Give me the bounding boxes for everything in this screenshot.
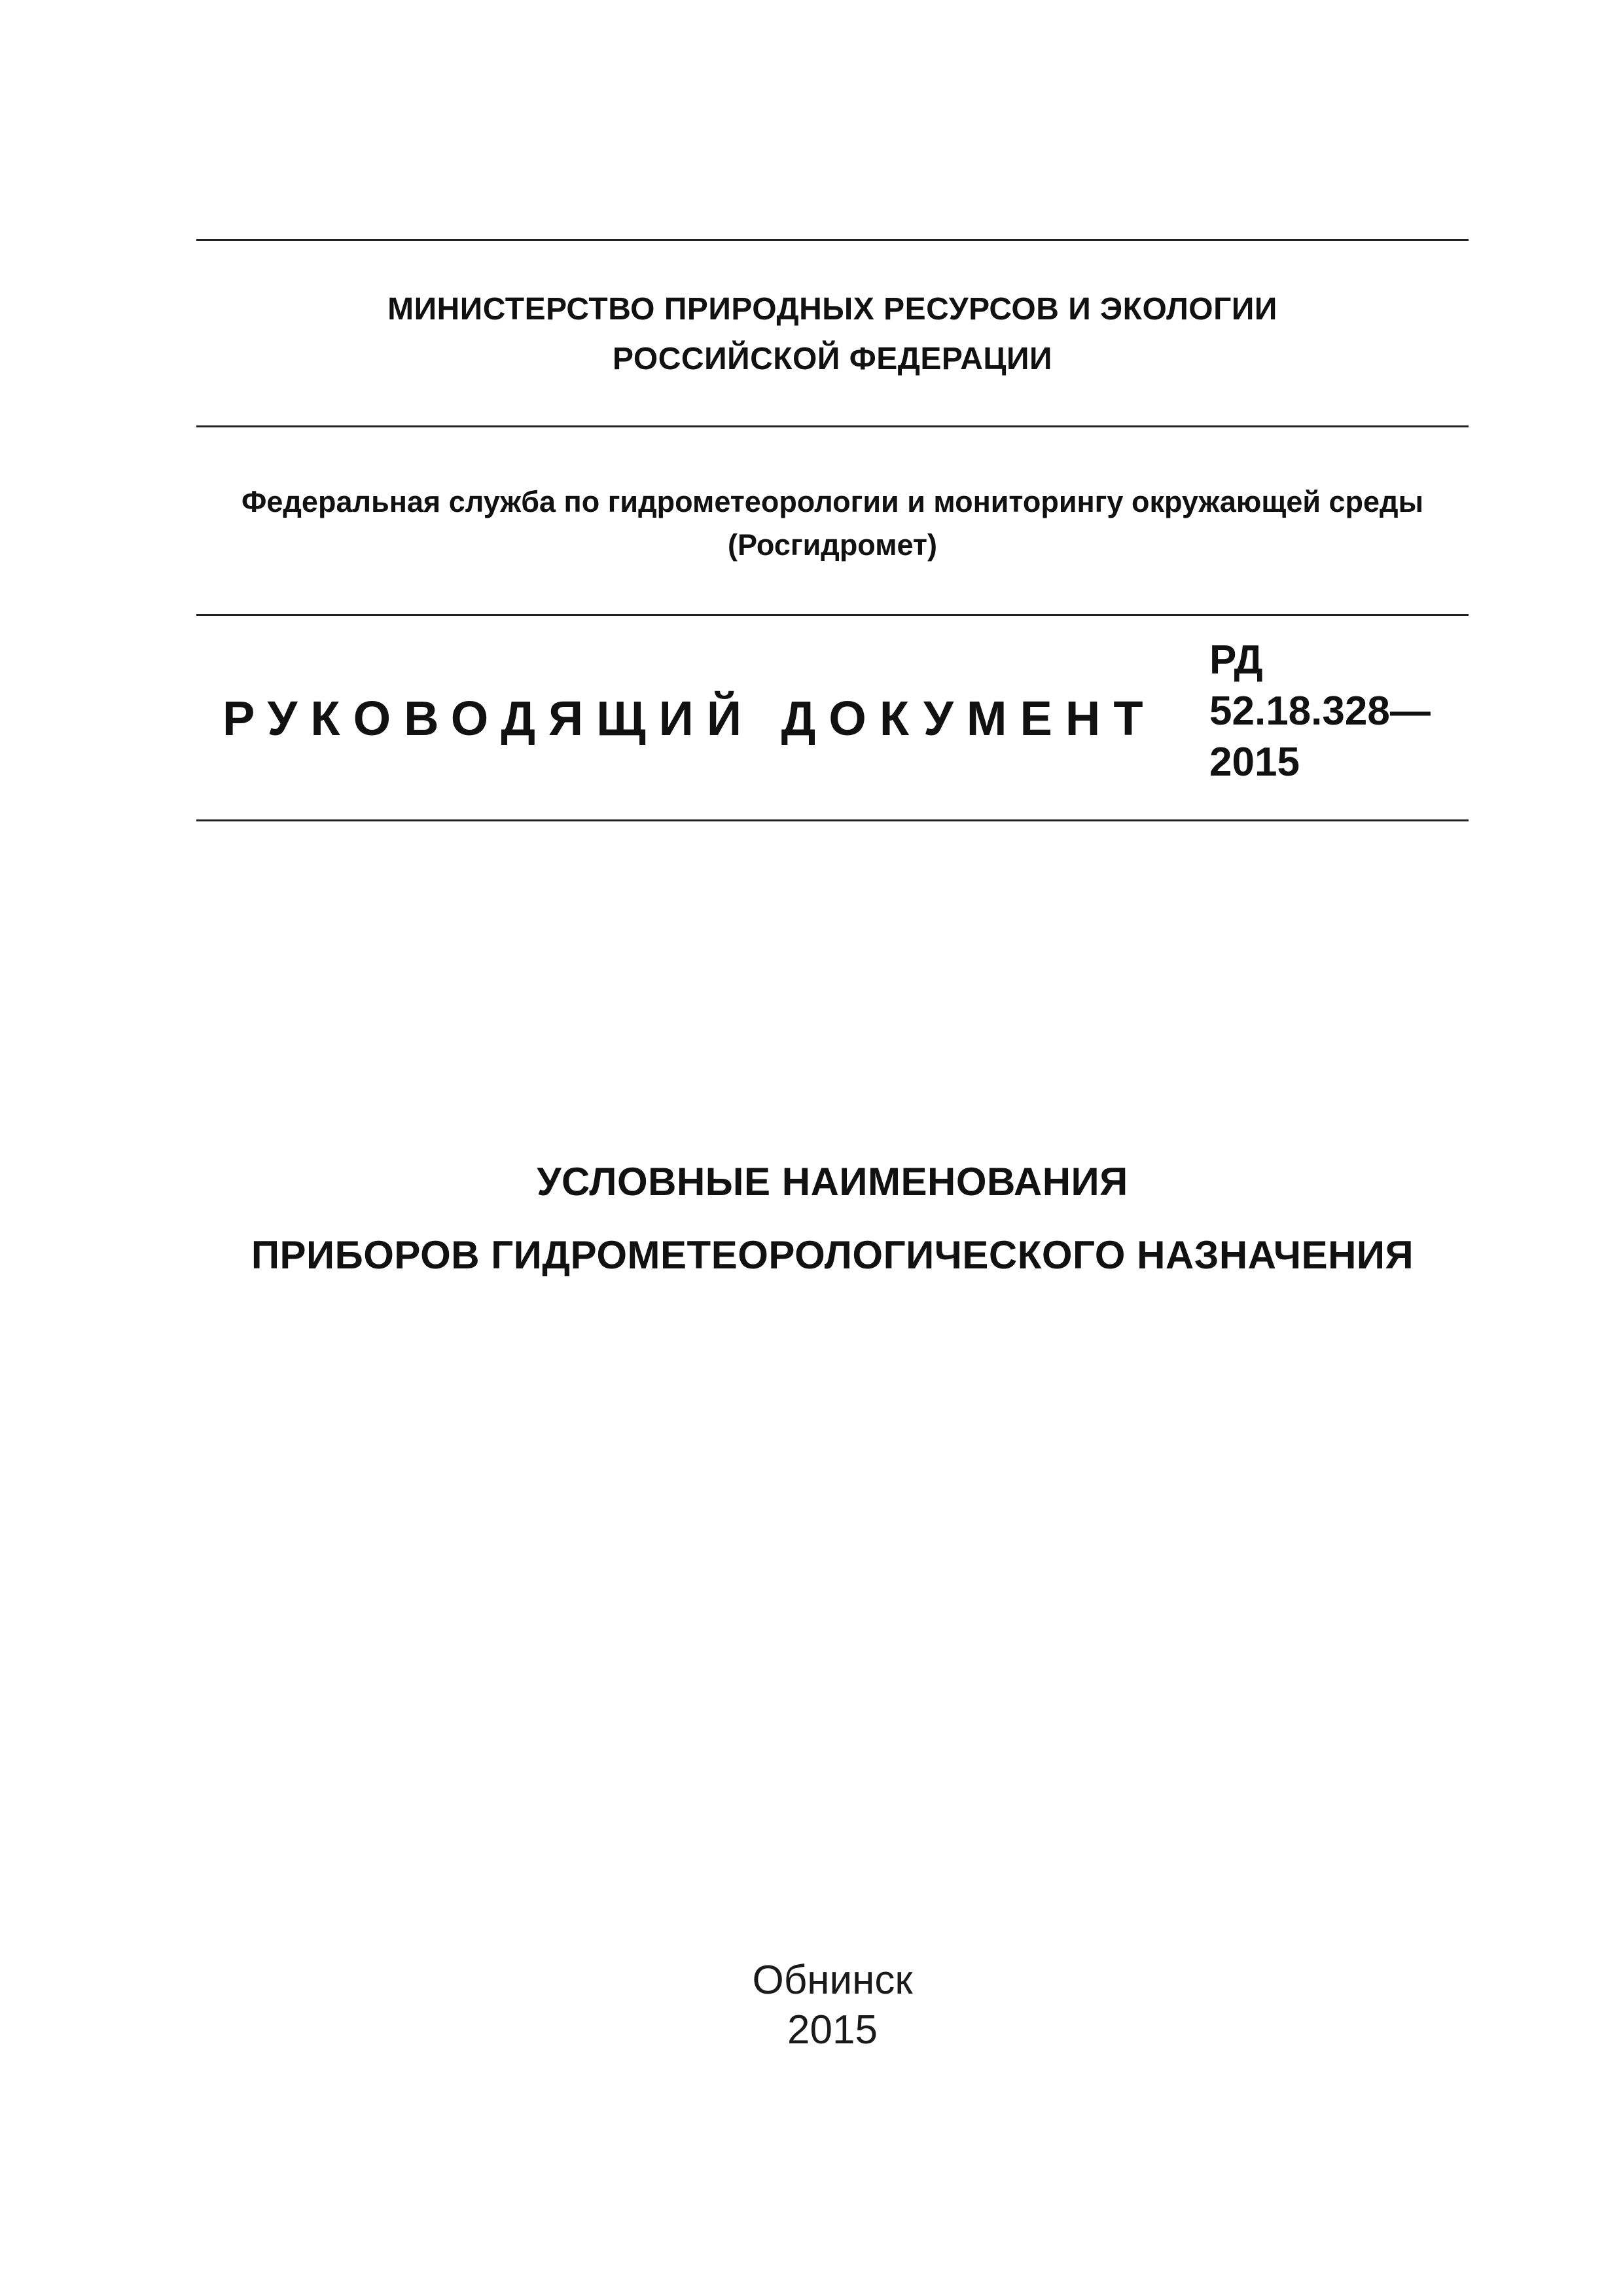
document-number-line-1: РД (1209, 637, 1263, 683)
document-title-line-2: ПРИБОРОВ ГИДРОМЕТЕОРОЛОГИЧЕСКОГО НАЗНАЧЕНИЯ (251, 1233, 1414, 1277)
imprint-city: Обнинск (752, 1958, 913, 2003)
document-number-line-3: 2015 (1209, 740, 1300, 785)
divider-after-ministry (196, 425, 1469, 427)
document-title (196, 1145, 1469, 1292)
ministry-name-line-2: РОССИЙСКОЙ ФЕДЕРАЦИИ (613, 342, 1052, 376)
document-number (1209, 635, 1431, 788)
document-number-line-2: 52.18.328— (1209, 689, 1431, 734)
service-name (196, 480, 1469, 567)
service-name-line-2: (Росгидромет) (728, 528, 937, 562)
document-type: РУКОВОДЯЩИЙ ДОКУМЕНТ (223, 691, 1156, 745)
ministry-name-line-1: МИНИСТЕРСТВО ПРИРОДНЫХ РЕСУРСОВ И ЭКОЛОГИИ (387, 292, 1277, 327)
divider-after-service (196, 614, 1469, 616)
imprint (196, 1956, 1469, 2055)
divider-after-document-type (196, 819, 1469, 821)
service-name-line-1: Федеральная служба по гидрометеорологии и мониторингу окружающей среды (241, 485, 1424, 518)
ministry-name (196, 285, 1469, 384)
document-title-line-1: УСЛОВНЫЕ НАИМЕНОВАНИЯ (537, 1160, 1128, 1204)
divider-top (196, 239, 1469, 241)
imprint-year: 2015 (787, 2007, 878, 2053)
